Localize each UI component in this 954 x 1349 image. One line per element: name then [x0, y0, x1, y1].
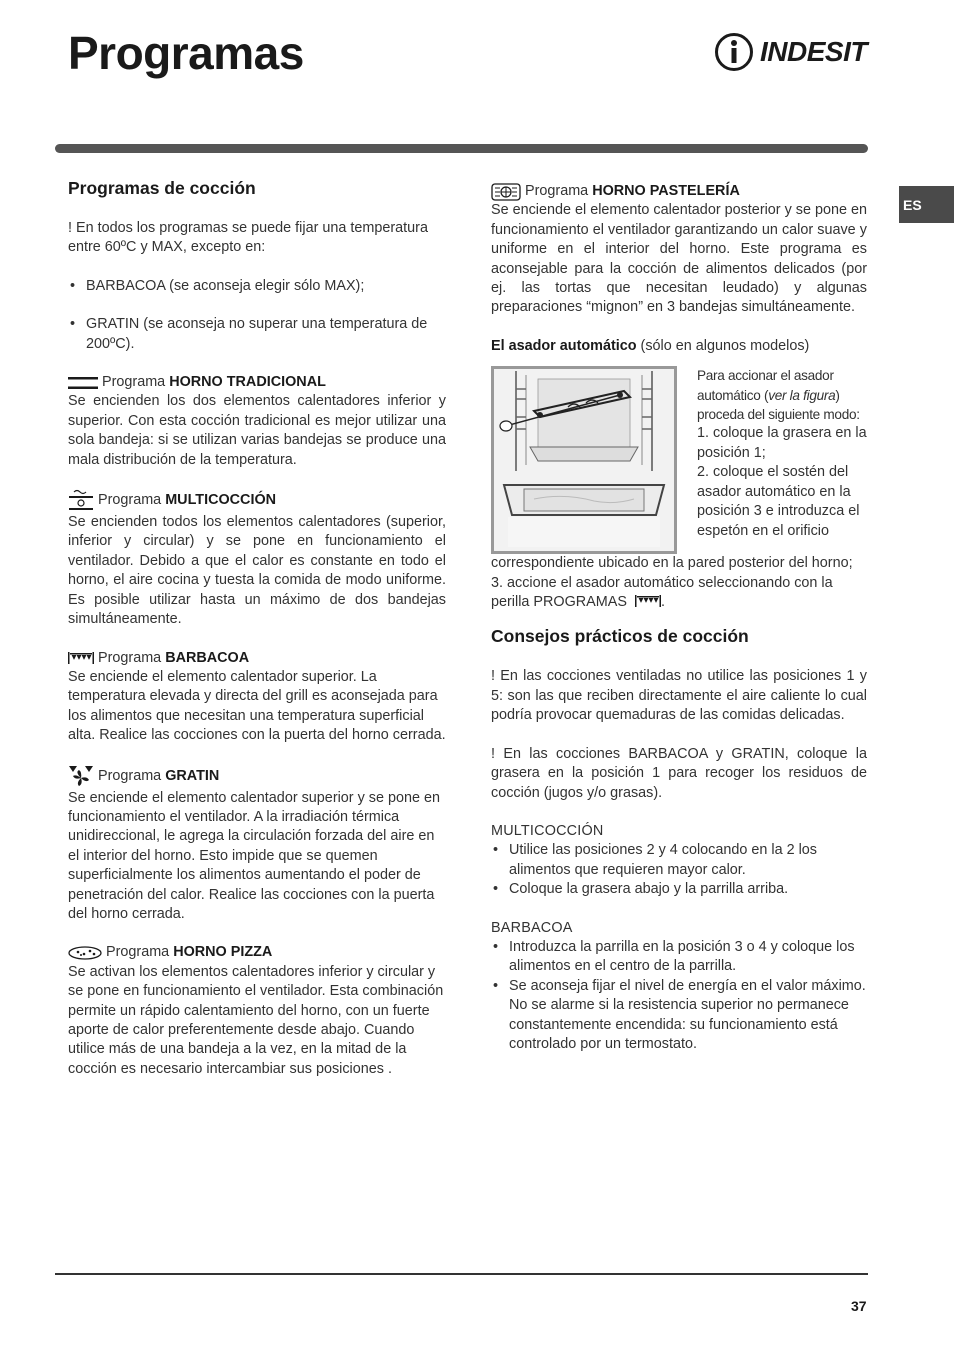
rotisserie-step-continued: correspondiente ubicado en la pared posterior del horno;	[491, 555, 853, 572]
tip-warning: ! En las cocciones ventiladas no utilice las posiciones 1 y 5: son las que reciben directamente el aire caliente lo cual podría provocar quemaduras de las comidas delicadas.	[491, 668, 867, 724]
program-barbecue: Programa BARBACOA Se enciende el elemento calentador superior. La temperatura elevada y directa del grill es aconsejada para los alimentos que necesitan una temperatura superficial alta. Realice las cocciones con la puerta del horno cerrada.	[68, 649, 446, 746]
rotisserie-step: 2. coloque el sostén del asador automático en la posición 3 e introduzca el espetón en el orificio	[697, 464, 860, 539]
program-description: Se activan los elementos calentadores inferior y circular y se pone en funcionamiento el ventilador. Esta combinación permite un rápido calentamiento del horno, con un fuerte aporte de calor preferentemente desde abajo. Cuando utilice más de una bandeja a la vez, en la mitad de la cocción es necesario intercambiar sus posiciones .	[68, 963, 444, 1077]
brand-logo-text: INDESIT	[760, 36, 867, 67]
program-name: MULTICOCCIÓN	[165, 492, 277, 509]
intro-line: entre 60ºC y MAX, excepto en:	[68, 239, 266, 256]
gratin-fan-icon	[68, 765, 94, 789]
rotisserie-block	[491, 366, 867, 554]
brand-logo	[714, 32, 867, 72]
intro-line: ! En todos los programas se puede fijar una temperatura	[68, 220, 428, 236]
footer-divider	[55, 1273, 868, 1275]
brand-logo-mark-icon	[714, 32, 754, 72]
program-name: BARBACOA	[165, 649, 250, 666]
rotisserie-instructions	[697, 366, 867, 554]
section-heading: Programas de cocción	[68, 178, 256, 198]
list-item: • BARBACOA (se aconseja elegir sólo MAX);	[68, 277, 446, 296]
tip-subheading: BARBACOA	[491, 919, 573, 936]
list-item: • Se aconseja fijar el nivel de energía en el valor máximo. No se alarme si la resistencia superior no permanece constantemente encendida: su funcionamiento está controlado por un termostato.	[491, 977, 867, 1055]
section-heading: Consejos prácticos de cocción	[491, 626, 749, 647]
pastry-oven-icon	[491, 183, 521, 201]
page-number: 37	[851, 1298, 867, 1314]
program-description: Se enciende el elemento calentador superior. La temperatura elevada y directa del grill es aconsejada para los alimentos que necesitan una temperatura superficial alta. Realice las cocciones con la puerta del horno cerrada.	[68, 668, 446, 744]
tip-subheading: MULTICOCCIÓN	[491, 822, 604, 839]
rotisserie-step: 3. accione el asador automático seleccionando con la perilla PROGRAMAS .	[491, 574, 867, 615]
right-column	[491, 182, 867, 1054]
page-title: Programas	[68, 27, 304, 79]
list-item: • Utilice las posiciones 2 y 4 colocando en la 2 los alimentos que requieren mayor calor.	[491, 841, 867, 880]
list-item: • GRATIN (se aconseja no superar una temperatura de 200ºC).	[68, 315, 446, 354]
multicooking-tips-list	[491, 841, 867, 899]
list-item: • Coloque la grasera abajo y la parrilla arriba.	[491, 880, 867, 899]
program-description: Se enciende el elemento calentador posterior y se pone en funcionamiento el ventilador garantizando un calor suave y uniforme en el interior del horno. Este programa es aconsejable para la cocción de alimentos delicados (por ej. las tortas que necesitan leudado) y algunas preparaciones “mignon” en 3 bandejas simultáneamente.	[491, 202, 868, 316]
program-name: HORNO PIZZA	[173, 944, 273, 961]
program-name: HORNO PASTELERÍA	[592, 183, 740, 199]
program-name: HORNO TRADICIONAL	[169, 374, 326, 391]
program-pastry: Programa HORNO PASTELERÍA Se enciende el elemento calentador posterior y se pone en funcionamiento el ventilador garantizando un calor suave y uniforme en el interior del horno. Este programa es aconsejable para la cocción de alimentos delicados (por ej. las tortas que necesitan leudado) y algunas preparaciones “mignon” en 3 bandejas simultáneamente.	[491, 182, 867, 318]
tip-warning: ! En las cocciones BARBACOA y GRATIN, coloque la grasera en la posición 1 para recoger los residuos de cocción (jugos y/o grasas).	[491, 745, 867, 801]
barbecue-grill-icon	[635, 594, 661, 614]
program-multicooking: Programa MULTICOCCIÓN Se encienden todos los elementos calentadores (superior, inferior y circular) y se pone en funcionamiento el ventilador. Debido a que el calor es constante en todo el horno, el aire cocina y tuesta la comida de modo uniforme. Es posible utilizar hasta un máximo de dos bandejas simultáneamente.	[68, 489, 446, 629]
traditional-oven-icon	[68, 376, 98, 390]
rotisserie-figure	[491, 366, 677, 554]
pizza-oven-icon	[68, 946, 102, 960]
header-divider	[55, 144, 868, 153]
barbecue-grill-icon	[68, 651, 94, 665]
program-description: Se enciende el elemento calentador superior y se pone en funcionamiento el ventilador. A la irradiación térmica unidireccional, le agrega la circulación forzada del aire en el interior del horno. Esto impide que se quemen superficialmente los alimentos aumentando el poder de penetración del calor. Realice las cocciones con la puerta del horno cerrada.	[68, 789, 441, 922]
program-traditional: Programa HORNO TRADICIONAL Se encienden los dos elementos calentadores inferior y superior. Con esta cocción tradicional es mejor utilizar una sola bandeja: si se utilizan varias bandejas se produce una mala distribución de la temperatura.	[68, 373, 446, 470]
barbecue-tips-list	[491, 938, 867, 1054]
multicooking-icon	[68, 489, 94, 513]
program-pizza: Programa HORNO PIZZA Se activan los elementos calentadores inferior y circular y se pone en funcionamiento el ventilador. Esta combinación permite un rápido calentamiento del horno, con un fuerte aporte de calor preferentemente desde abajo. Cuando utilice más de una bandeja a la vez, en la mitad de la cocción es necesario intercambiar sus posiciones .	[68, 943, 446, 1079]
rotisserie-intro: Para accionar el asador automático (ver la figura) proceda del siguiente modo:	[697, 368, 860, 423]
program-description: Se encienden los dos elementos calentadores inferior y superior. Con esta cocción tradicional es mejor utilizar una sola bandeja: si se utilizan varias bandejas se produce una mala distribución de la temperatura.	[68, 393, 446, 468]
rotisserie-heading: El asador automático (sólo en algunos modelos)	[491, 337, 810, 354]
rotisserie-step: 1. coloque la grasera en la posición 1;	[697, 425, 867, 461]
program-description: Se encienden todos los elementos calentadores (superior, inferior y circular) y se pone en funcionamiento el ventilador. Debido a que el calor es constante en todo el horno, el aire cocina y tuesta la comida de modo uniforme. Es posible utilizar hasta un máximo de dos bandejas simultáneamente.	[68, 514, 446, 628]
list-item: • Introduzca la parrilla en la posición 3 o 4 y coloque los alimentos en el centro de la parrilla.	[491, 938, 867, 977]
left-column	[68, 176, 446, 1079]
language-tab: ES	[899, 186, 954, 223]
program-name: GRATIN	[165, 767, 220, 784]
exceptions-list	[68, 277, 446, 354]
program-gratin: Programa GRATIN Se enciende el elemento calentador superior y se pone en funcionamiento el ventilador. A la irradiación térmica unidireccional, le agrega la circulación forzada del aire en el interior del horno. Esto impide que se quemen superficialmente los alimentos aumentando el poder de penetración del calor. Realice las cocciones con la puerta del horno cerrada.	[68, 765, 446, 925]
